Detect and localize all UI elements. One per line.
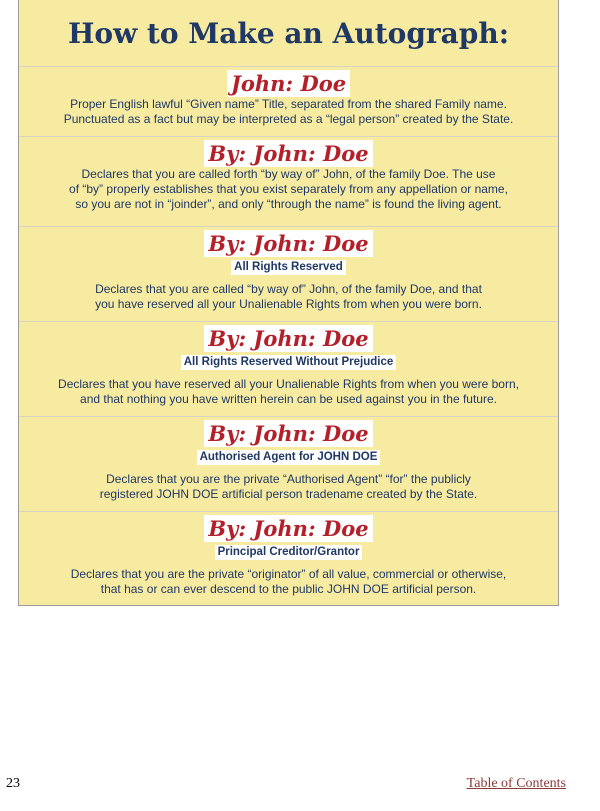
description-line: and that nothing you have written herein can be used against you in the future. [80, 392, 497, 406]
section-all-rights-reserved [19, 227, 558, 322]
signature-example: By: John: Doe [204, 140, 372, 167]
description-line: that has or can ever descend to the public JOHN DOE artificial person. [100, 582, 477, 596]
description-line: so you are not in “joinder”, and only “through the name” is found the living agent. [75, 197, 502, 211]
section-by-john-doe [19, 137, 558, 227]
description-line: Declares that you are the private “Authorised Agent” “for” the publicly [106, 472, 471, 486]
section-principal-creditor [19, 512, 558, 607]
page-title: How to Make an Autograph: [19, 0, 558, 67]
section-john-doe [19, 67, 558, 137]
description-line: you have reserved all your Unalienable Rights from when you were born. [95, 297, 482, 311]
autograph-panel [18, 0, 559, 606]
signature-example: By: John: Doe [204, 325, 372, 352]
description-line: Declares that you are called forth “by way of” John, of the family Doe. The use [81, 167, 496, 181]
description-line: registered JOHN DOE artificial person tradename created by the State. [99, 487, 478, 501]
section-without-prejudice [19, 322, 558, 417]
description-line: Declares that you have reserved all your Unalienable Rights from when you were born, [58, 377, 519, 391]
table-of-contents-link[interactable]: Table of Contents [466, 776, 566, 791]
signature-example: By: John: Doe [204, 420, 372, 447]
signature-subtitle: All Rights Reserved Without Prejudice [181, 355, 397, 370]
page-number: 23 [6, 776, 20, 791]
signature-subtitle: Principal Creditor/Grantor [215, 545, 363, 560]
signature-subtitle: All Rights Reserved [231, 260, 346, 275]
signature-example: John: Doe [227, 70, 350, 97]
description-line: Declares that you are the private “originator” of all value, commercial or otherwise, [70, 567, 507, 581]
section-authorised-agent [19, 417, 558, 512]
signature-example: By: John: Doe [204, 515, 372, 542]
description-line: Declares that you are called “by way of” John, of the family Doe, and that [95, 282, 482, 296]
description-line: of “by” properly establishes that you exist separately from any appellation or name, [69, 182, 508, 196]
signature-example: By: John: Doe [204, 230, 372, 257]
description-line: Proper English lawful “Given name” Title, separated from the shared Family name. [70, 97, 507, 111]
signature-subtitle: Authorised Agent for JOHN DOE [197, 450, 381, 465]
description-line: Punctuated as a fact but may be interpreted as a “legal person” created by the State. [63, 112, 514, 126]
